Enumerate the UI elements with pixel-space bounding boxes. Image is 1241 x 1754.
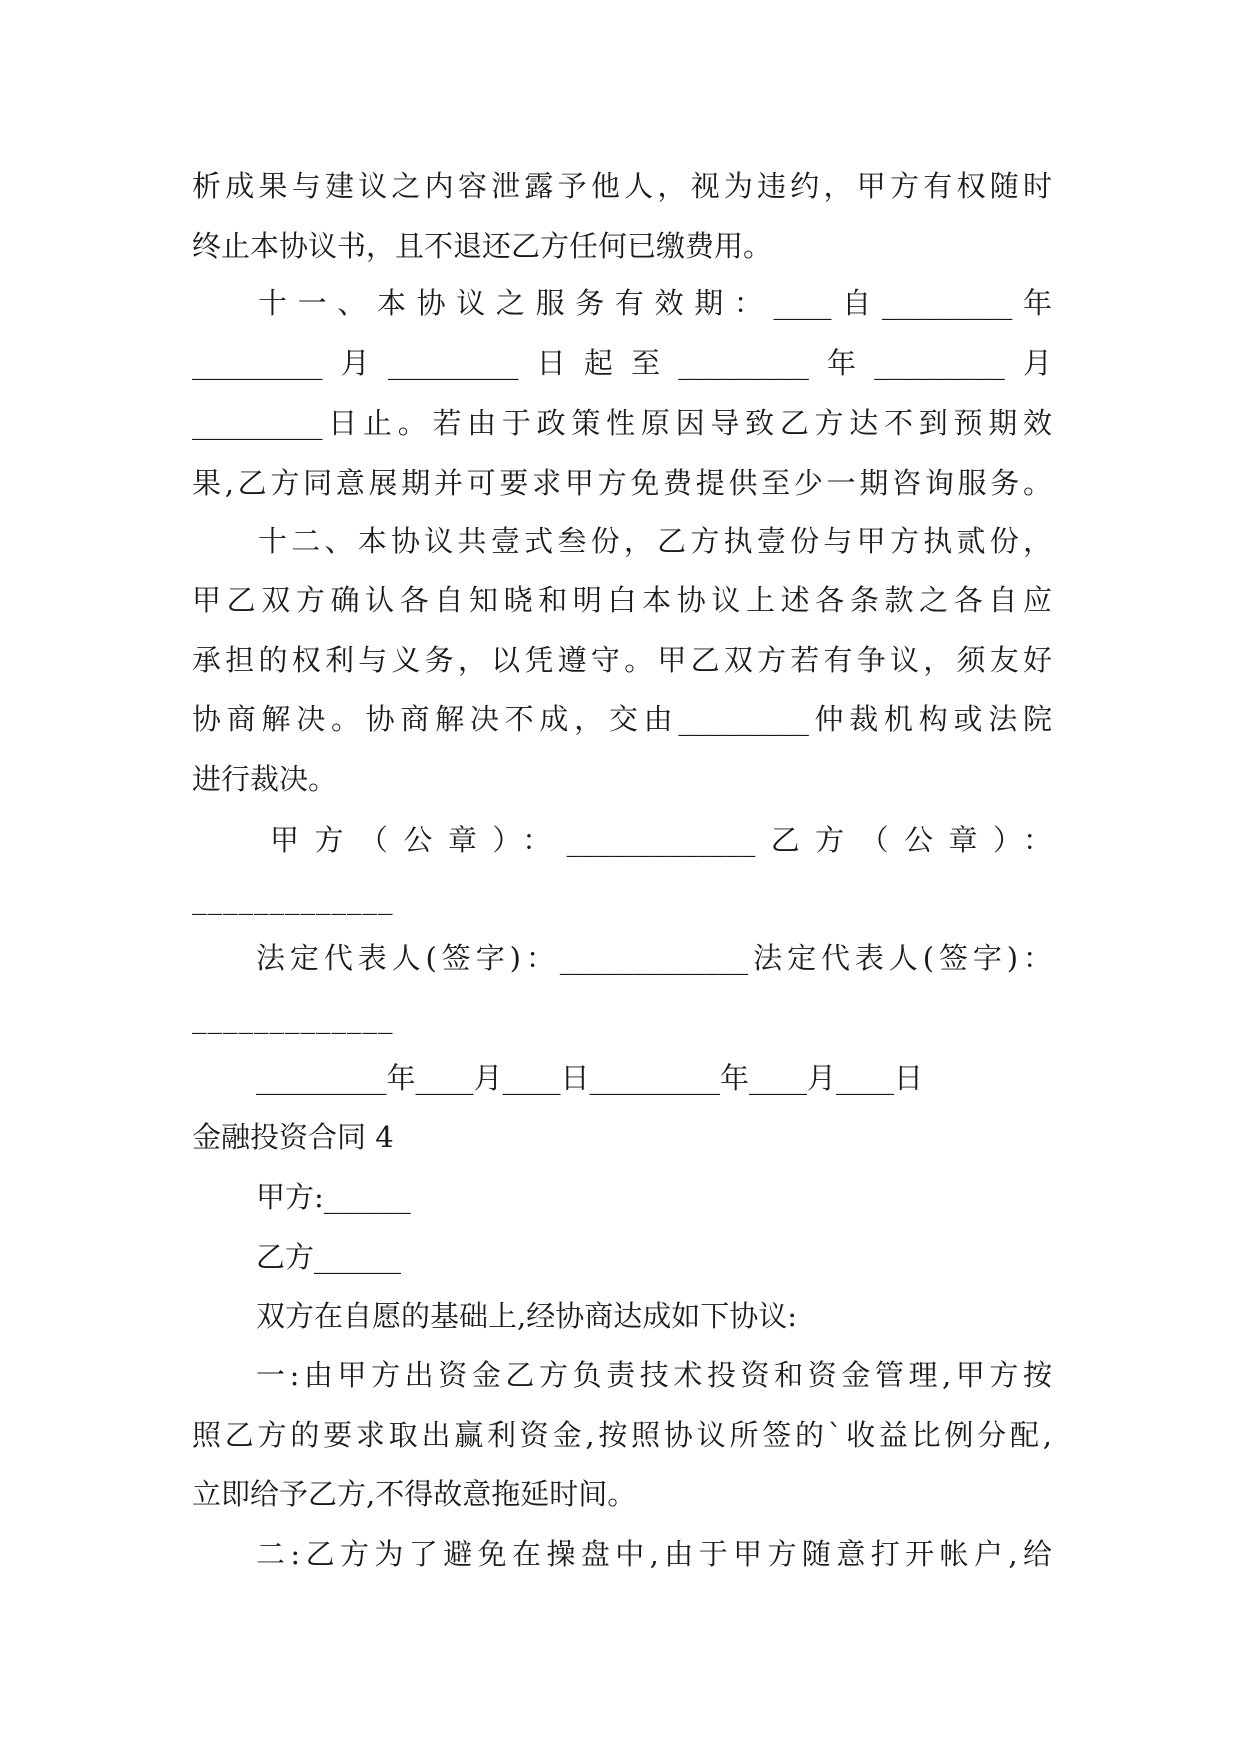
text-line: 协商解决。协商解决不成，交由_________仲裁机构或法院 — [192, 702, 1052, 736]
text-line: _________日止。若由于政策性原因导致乙方达不到预期效 — [192, 406, 1052, 440]
text-line: _________月_________日起至_________年_________月 — [192, 346, 1052, 380]
text-line: 终止本协议书，且不退还乙方任何已缴费用。 — [192, 229, 773, 263]
text-line: 析成果与建议之内容泄露予他人，视为违约，甲方有权随时 — [192, 169, 1052, 203]
text-line: 二:乙方为了避免在操盘中,由于甲方随意打开帐户,给 — [256, 1537, 1052, 1571]
text-line: 双方在自愿的基础上,经协商达成如下协议: — [256, 1299, 797, 1333]
text-line: 甲乙双方确认各自知晓和明白本协议上述各条款之各自应 — [192, 583, 1052, 617]
party-a-line: 甲方:______ — [256, 1180, 411, 1214]
text-line: 照乙方的要求取出赢利资金,按照协议所签的`收益比例分配, — [192, 1418, 1052, 1452]
text-line: 一:由甲方出资金乙方负责技术投资和资金管理,甲方按 — [256, 1358, 1052, 1392]
legal-rep-line: 法定代表人(签字)：_____________法定代表人(签字)： — [256, 941, 1052, 975]
signature-party-line: 甲方（公章）：_____________乙方（公章）： — [270, 823, 1052, 857]
text-line: 进行裁决。 — [192, 762, 338, 796]
text-line: 十二、本协议共壹式叁份，乙方执壹份与甲方执贰份， — [258, 524, 1052, 558]
party-b-line: 乙方______ — [256, 1240, 402, 1274]
text-line: 果,乙方同意展期并可要求甲方免费提供至少一期咨询服务。 — [192, 466, 1052, 500]
contract-title: 金融投资合同 4 — [192, 1120, 394, 1154]
signature-blank: _____________ — [192, 881, 394, 915]
date-line: _________年____月____日_________年____月____日 — [256, 1061, 924, 1095]
text-line: 承担的权利与义务，以凭遵守。甲乙双方若有争议，须友好 — [192, 643, 1052, 677]
text-line: 立即给予乙方,不得故意拖延时间。 — [192, 1477, 637, 1511]
signature-blank: _____________ — [192, 1000, 394, 1034]
text-line: 十一、本协议之服务有效期：____自_________年 — [258, 286, 1052, 320]
